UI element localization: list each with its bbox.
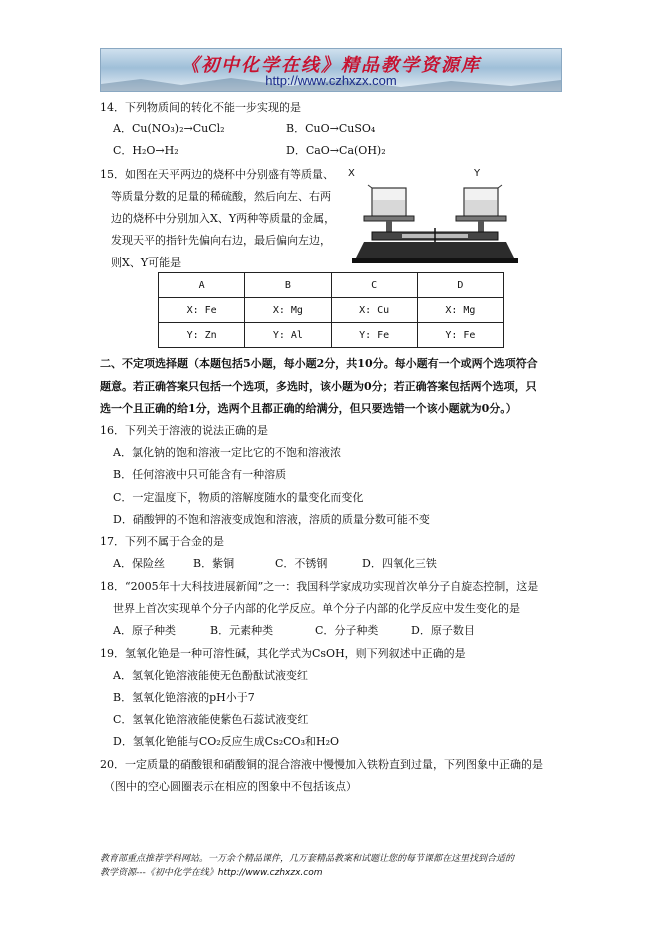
section2-line-2: 题意。若正确答案只包括一个选项，多选时，该小题为0分；若正确答案包括两个选项，只 [100,380,537,393]
q17-option-c: C．不锈钢 [275,557,328,570]
table-cell: Y: Fe [417,323,503,348]
q18-option-d: D．原子数目 [411,624,475,637]
table-row [159,298,504,323]
table-row [159,273,504,298]
q17-option-b: B．紫铜 [193,557,235,570]
table-cell: A [159,273,245,298]
table-cell: X: Mg [417,298,503,323]
q19-option-c: C．氢氧化铯溶液能使紫色石蕊试液变红 [113,713,309,726]
balance-figure [342,166,520,266]
table-cell: Y: Al [245,323,331,348]
q15-line-3: 边的烧杯中分别加入X、Y两种等质量的金属， [111,212,336,225]
q19-option-b: B．氢氧化铯溶液的pH小于7 [113,691,255,704]
table-cell: C [331,273,417,298]
q15-line-2: 等质量分数的足量的稀硫酸，然后向左、右两 [111,190,331,203]
q17-option-d: D．四氧化三铁 [362,557,437,570]
q18-line-1: 18．“2005年十大科技进展新闻”之一：我国科学家成功实现首次单分子自旋态控制，这是 [100,580,539,593]
q15-line-5: 则X、Y可能是 [111,256,182,269]
q19-option-d: D．氢氧化铯能与CO₂反应生成Cs₂CO₃和H₂O [113,735,339,748]
table-cell: Y: Fe [331,323,417,348]
q14-option-b: B．CuO→CuSO₄ [286,122,376,135]
banner-title: 《初中化学在线》精品教学资源库 [181,55,481,76]
q17-option-a: A．保险丝 [113,557,165,570]
q15-line-4: 发现天平的指针先偏向右边，最后偏向左边， [111,234,331,247]
q18-option-a: A．原子种类 [113,624,176,637]
section2-line-3: 选一个且正确的给1分，选两个且都正确的给满分，但只要选错一个该小题就为0分。） [100,402,517,415]
table-cell: B [245,273,331,298]
q18-option-c: C．分子种类 [315,624,379,637]
q14-option-c: C．H₂O→H₂ [113,144,179,157]
q18-option-b: B．元素种类 [210,624,274,637]
q19-option-a: A．氢氧化铯溶液能使无色酚酞试液变红 [113,669,308,682]
q15-options-table [158,272,504,348]
q17-stem: 17．下列不属于合金的是 [100,535,224,548]
q15-line-1: 15．如图在天平两边的烧杯中分别盛有等质量、 [100,168,334,181]
q14-option-d: D．CaO→Ca(OH)₂ [286,144,386,157]
q16-option-a: A．氯化钠的饱和溶液一定比它的不饱和溶液浓 [113,446,341,459]
q18-line-2: 世界上首次实现单个分子内部的化学反应。单个分子内部的化学反应中发生变化的是 [113,602,520,615]
q14-option-a: A．Cu(NO₃)₂→CuCl₂ [113,122,225,135]
q16-option-d: D．硝酸钾的不饱和溶液变成饱和溶液，溶质的质量分数可能不变 [113,513,430,526]
footer [100,852,570,880]
table-cell: X: Fe [159,298,245,323]
table-cell: Y: Zn [159,323,245,348]
footer-line-1: 教育部重点推荐学科网站。一万余个精品课件，几万套精品教案和试题让您的每节课都在这里找到合适的 [100,854,515,864]
table-cell: D [417,273,503,298]
banner-url[interactable]: http://www.czhxzx.com [265,73,397,88]
footer-line-2[interactable]: 教学资源---《初中化学在线》http://www.czhxzx.com [100,868,323,878]
q19-stem: 19．氢氧化铯是一种可溶性碱，其化学式为CsOH，则下列叙述中正确的是 [100,647,466,660]
q20-line-2: （图中的空心圆圈表示在相应的图象中不包括该点） [104,780,357,793]
table-cell: X: Cu [331,298,417,323]
q16-stem: 16．下列关于溶液的说法正确的是 [100,424,268,437]
header-banner [100,48,562,92]
q20-line-1: 20．一定质量的硝酸银和硝酸铜的混合溶液中慢慢加入铁粉直到过量，下列图象中正确的是 [100,758,543,771]
beaker-x-label: X [348,168,355,179]
left-beaker [368,185,406,216]
right-beaker [464,185,502,216]
q16-option-b: B．任何溶液中只可能含有一种溶质 [113,468,287,481]
table-cell: X: Mg [245,298,331,323]
section2-line-1: 二、不定项选择题（本题包括5小题，每小题2分，共10分。每小题有一个或两个选项符合 [100,357,538,370]
table-row [159,323,504,348]
beaker-y-label: Y [474,168,481,179]
q16-option-c: C．一定温度下，物质的溶解度随水的量变化而变化 [113,491,364,504]
q14-stem: 14．下列物质间的转化不能一步实现的是 [100,101,301,114]
